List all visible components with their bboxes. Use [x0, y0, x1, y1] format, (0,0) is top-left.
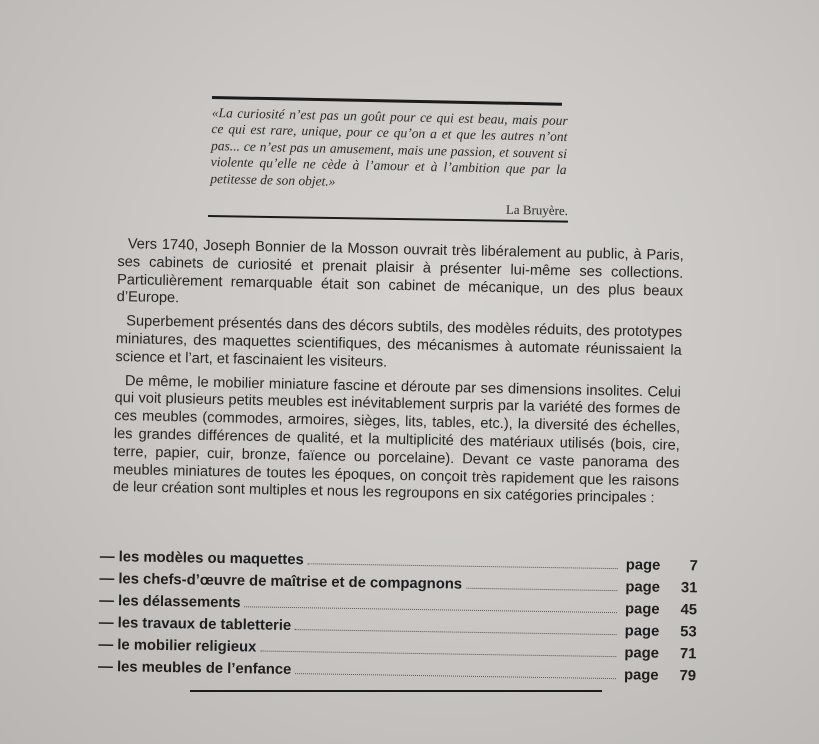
toc-item-label: — les chefs-d’œuvre de maîtrise et de compagnons: [99, 570, 463, 593]
table-of-contents: [98, 546, 698, 687]
quote-text: «La curiosité n’est pas un goût pour ce qui est beau, mais pour ce qui est rare, unique, pour ce qu’on a et que les autres n’ont pas... ce n’est pas un amusement, mais une passion, et souvent si violente qu’elle ne cède à l’amour et à l’ambition que par la petitesse de son objet.»: [210, 105, 568, 189]
toc-page-word: page: [624, 623, 660, 640]
toc-page-number: 71: [679, 646, 697, 663]
toc-page-word: page: [624, 601, 660, 618]
toc-page-ref: [625, 620, 697, 643]
quote-top-rule: [212, 96, 562, 106]
toc-leader-dots: [260, 650, 616, 658]
toc-page-number: 79: [679, 668, 697, 685]
toc-page-ref: [624, 642, 696, 665]
paragraph: Vers 1740, Joseph Bonnier de la Mosson ouvrait très libéralement au public, à Paris, ses cabinets de curiosité et prenait plaisir à présenter lui-même ses collections. Particulièrement remarquable était son cabinet de mécanique, un des plus beaux d’Europe.: [116, 236, 684, 307]
quote-author: La Bruyère.: [505, 201, 569, 219]
toc-page-ref: [624, 664, 696, 687]
toc-page-word: page: [624, 645, 660, 662]
toc-page-number: 45: [680, 602, 698, 619]
paragraph: De même, le mobilier miniature fascine et déroute par ses dimensions insolites. Celui qui voit plusieurs petits meubles est inévitablement surpris par la variété des formes de ces meubles (commodes, armoires, sièges, lits, tables, etc.), la diversité des échelles, les grandes différences de qualité, et la multiplicité des matériaux utilisés (bois, cire, terre, papier, cuir, bronze, faïence ou porcelaine). Devant ce vaste panorama des meubles miniatures de toutes les époques, on conçoit très rapidement que les raisons de leur création sont multiples et nous les regroupons en six catégories principales :: [112, 372, 682, 507]
toc-page-number: 31: [680, 580, 698, 597]
toc-item-label: — les travaux de tabletterie: [98, 614, 292, 635]
paragraph: Superbement présentés dans des décors subtils, des modèles réduits, des prototypes miniatures, des maquettes scientifiques, des mécanismes à automate réunissaient la science et l’art, et fascinaient les visiteurs.: [115, 313, 683, 371]
toc-leader-dots: [295, 628, 617, 635]
toc-page-word: page: [623, 667, 659, 684]
toc-page-number: 7: [689, 558, 698, 575]
toc-item-label: — le mobilier religieux: [98, 636, 257, 656]
toc-page-ref: [626, 554, 698, 577]
toc-item-label: — les délassements: [99, 592, 241, 612]
toc-page-word: page: [625, 579, 661, 596]
epigraph-quote: [210, 105, 568, 195]
toc-leader-dots: [295, 672, 616, 679]
toc-page-ref: [625, 598, 697, 621]
introduction-text: [112, 236, 683, 515]
toc-item-label: — les modèles ou maquettes: [99, 548, 304, 569]
toc-leader-dots: [466, 587, 617, 591]
closing-rule: [190, 690, 602, 692]
toc-page-ref: [625, 576, 697, 599]
toc-item-label: — les meubles de l’enfance: [97, 658, 292, 679]
toc-page-word: page: [625, 557, 661, 574]
toc-page-number: 53: [680, 624, 697, 641]
toc-leader-dots: [245, 605, 618, 613]
toc-leader-dots: [308, 562, 618, 569]
